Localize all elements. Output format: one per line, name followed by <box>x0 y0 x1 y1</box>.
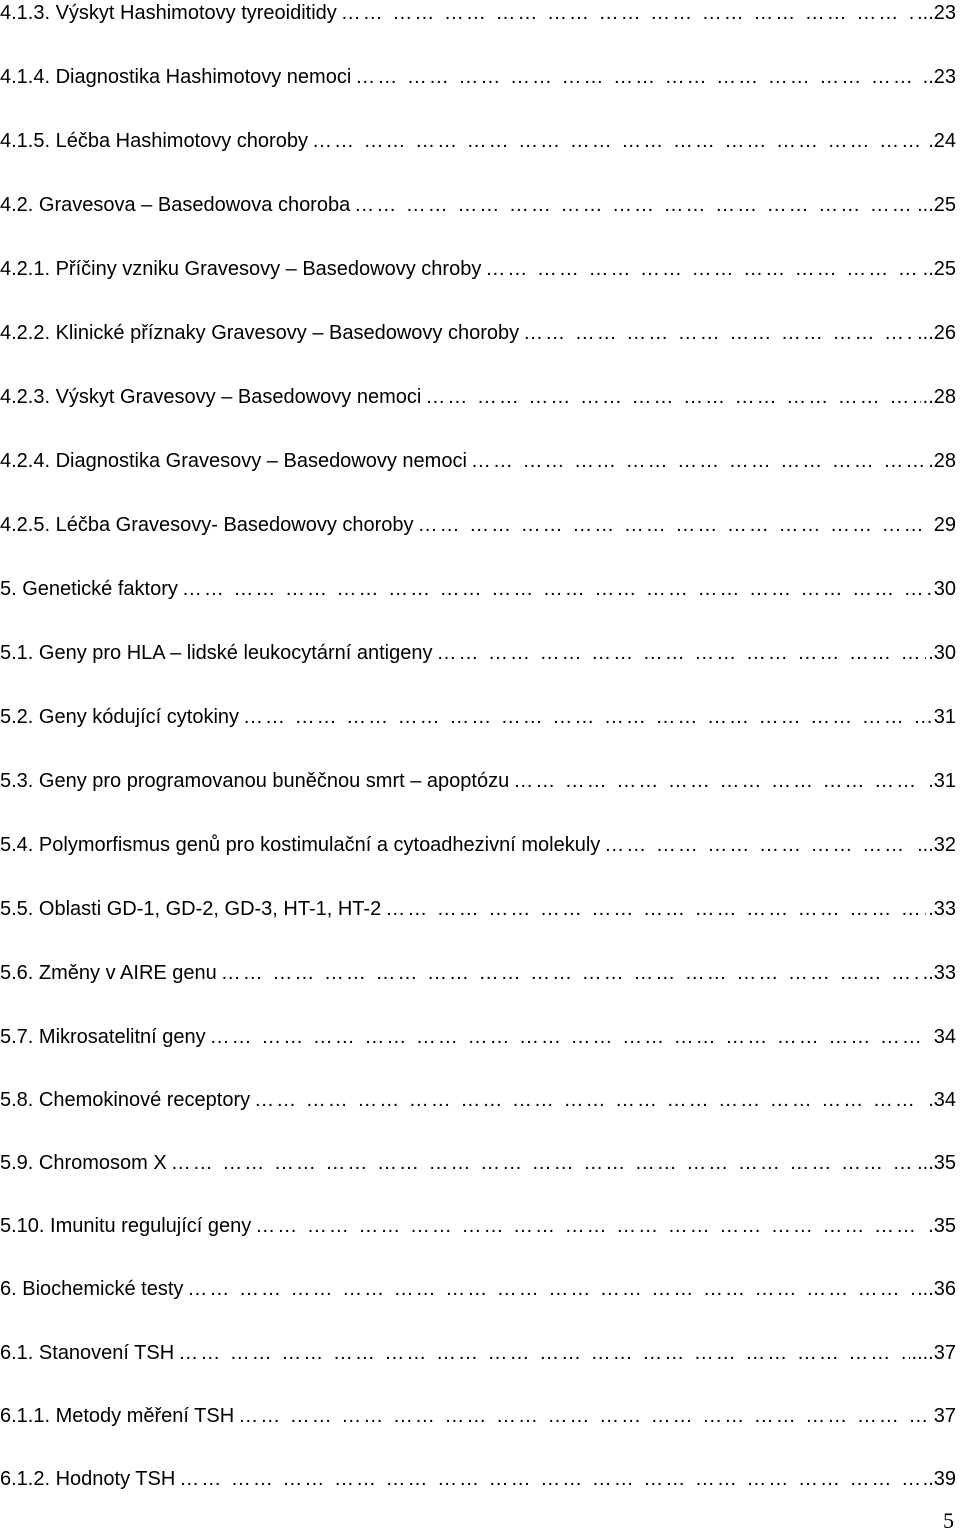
toc-entry-title: 4.2.5. Léčba Gravesovy- Basedowovy choroby <box>0 514 414 536</box>
toc-dot-leader <box>312 126 926 156</box>
toc-entry <box>0 638 956 668</box>
toc-entry-title: 5.9. Chromosom X <box>0 1152 167 1174</box>
toc-dot-leader <box>221 958 921 988</box>
toc-entry <box>0 446 956 476</box>
toc-entry <box>0 1211 956 1241</box>
toc-dot-leader <box>210 1022 932 1052</box>
toc-entry-title: 4.1.3. Výskyt Hashimotovy tyreoiditidy <box>0 2 337 24</box>
toc-entry-title: 4.1.4. Diagnostika Hashimotovy nemoci <box>0 66 352 88</box>
toc-entry-title: 4.2.4. Diagnostika Gravesovy – Basedowovy nemoci <box>0 450 467 472</box>
toc-entry-title: 6.1.1. Metody měření TSH <box>0 1405 235 1427</box>
toc-dot-leader <box>354 190 915 220</box>
toc-entry <box>0 254 956 284</box>
toc-entry-page: ...35 <box>917 1152 956 1174</box>
toc-entry-page: ...36 <box>917 1278 956 1300</box>
toc-dot-leader <box>436 638 926 668</box>
toc-entry <box>0 958 956 988</box>
toc-entry <box>0 318 956 348</box>
toc-entry-title: 6.1. Stanovení TSH <box>0 1342 175 1364</box>
toc-entry-page: ...32 <box>917 834 956 856</box>
toc-entry-page: ..23 <box>922 66 956 88</box>
toc-entry-title: 4.2.2. Klinické příznaky Gravesovy – Basedowovy choroby <box>0 322 520 344</box>
toc-entry-title: 5.2. Geny kódující cytokiny <box>0 706 240 728</box>
toc-dot-leader <box>425 382 920 412</box>
toc-entry <box>0 62 956 92</box>
toc-dot-leader <box>171 1148 915 1178</box>
toc-entry-title: 5.6. Změny v AIRE genu <box>0 962 217 984</box>
toc-entry <box>0 190 956 220</box>
toc-entry-page: 37 <box>933 1405 956 1427</box>
toc-entry <box>0 1148 956 1178</box>
toc-entry <box>0 1022 956 1052</box>
toc-entry-page: .30 <box>928 642 956 664</box>
toc-entry-title: 5.8. Chemokinové receptory <box>0 1089 251 1111</box>
toc-entry-page: .34 <box>928 1089 956 1111</box>
toc-entry <box>0 574 956 604</box>
toc-entry <box>0 1085 956 1115</box>
toc-entry-page: ...26 <box>917 322 956 344</box>
toc-dot-leader <box>418 510 932 540</box>
toc-dot-leader <box>255 1211 926 1241</box>
toc-entry <box>0 1401 956 1431</box>
toc-dot-leader <box>355 62 920 92</box>
toc-entry-title: 5.7. Mikrosatelitní geny <box>0 1026 206 1048</box>
toc-entry-page: ..28 <box>922 386 956 408</box>
toc-entry-page: 30 <box>933 578 956 600</box>
toc-entry <box>0 1464 956 1494</box>
toc-entry-page: .35 <box>928 1215 956 1237</box>
toc-entry-page: ...25 <box>917 194 956 216</box>
toc-entry-title: 6.1.2. Hodnoty TSH <box>0 1468 176 1490</box>
toc-entry <box>0 1338 956 1368</box>
toc-entry-title: 5.3. Geny pro programovanou buněčnou smrt – apoptózu <box>0 770 510 792</box>
toc-entry-page: ..25 <box>922 258 956 280</box>
toc-dot-leader <box>178 1338 909 1368</box>
toc-entry-page: .31 <box>928 770 956 792</box>
toc-entry <box>0 510 956 540</box>
toc-dot-leader <box>513 766 926 796</box>
toc-dot-leader <box>243 702 932 732</box>
toc-dot-leader <box>254 1085 926 1115</box>
toc-dot-leader <box>471 446 926 476</box>
toc-entry-title: 5.10. Imunitu regulující geny <box>0 1215 252 1237</box>
toc-entry-title: 6. Biochemické testy <box>0 1278 184 1300</box>
toc-entry <box>0 766 956 796</box>
toc-entry-title: 4.2.3. Výskyt Gravesovy – Basedowovy nemoci <box>0 386 422 408</box>
toc-entry-title: 4.2. Gravesova – Basedowova choroba <box>0 194 351 216</box>
toc-dot-leader <box>179 1464 920 1494</box>
toc-entry-page: 34 <box>933 1026 956 1048</box>
toc-dot-leader <box>385 894 926 924</box>
toc-entry-page: 29 <box>933 514 956 536</box>
toc-entry-page: ..33 <box>922 962 956 984</box>
toc-entry-title: 5.5. Oblasti GD-1, GD-2, GD-3, HT-1, HT-2 <box>0 898 382 920</box>
toc-entry-title: 4.2.1. Příčiny vzniku Gravesovy – Basedowovy chroby <box>0 258 482 280</box>
toc-dot-leader <box>238 1401 932 1431</box>
toc-entry <box>0 702 956 732</box>
toc-dot-leader <box>523 318 915 348</box>
toc-entry-title: 5. Genetické faktory <box>0 578 178 600</box>
toc-dot-leader <box>485 254 920 284</box>
toc-dot-leader <box>182 574 932 604</box>
toc-entry-title: 5.1. Geny pro HLA – lidské leukocytární antigeny <box>0 642 433 664</box>
toc-entry-page: .28 <box>928 450 956 472</box>
toc-entry <box>0 0 956 28</box>
toc-entry-page: .33 <box>928 898 956 920</box>
toc-dot-leader <box>604 830 915 860</box>
toc-entry-page: ...23 <box>917 2 956 24</box>
toc-dot-leader <box>187 1274 915 1304</box>
toc-entry <box>0 382 956 412</box>
page-number: 5 <box>943 1508 954 1533</box>
toc-entry <box>0 126 956 156</box>
toc-entry-page: .24 <box>928 130 956 152</box>
toc-entry <box>0 894 956 924</box>
toc-entry-page: ....37 <box>911 1342 956 1364</box>
toc-entry-page: 31 <box>933 706 956 728</box>
toc-entry-title: 4.1.5. Léčba Hashimotovy choroby <box>0 130 308 152</box>
toc-entry-page: ..39 <box>922 1468 956 1490</box>
toc-dot-leader <box>341 0 915 28</box>
toc-entry-title: 5.4. Polymorfismus genů pro kostimulační a cytoadhezivní molekuly <box>0 834 601 856</box>
toc-entry <box>0 830 956 860</box>
toc-entry <box>0 1274 956 1304</box>
